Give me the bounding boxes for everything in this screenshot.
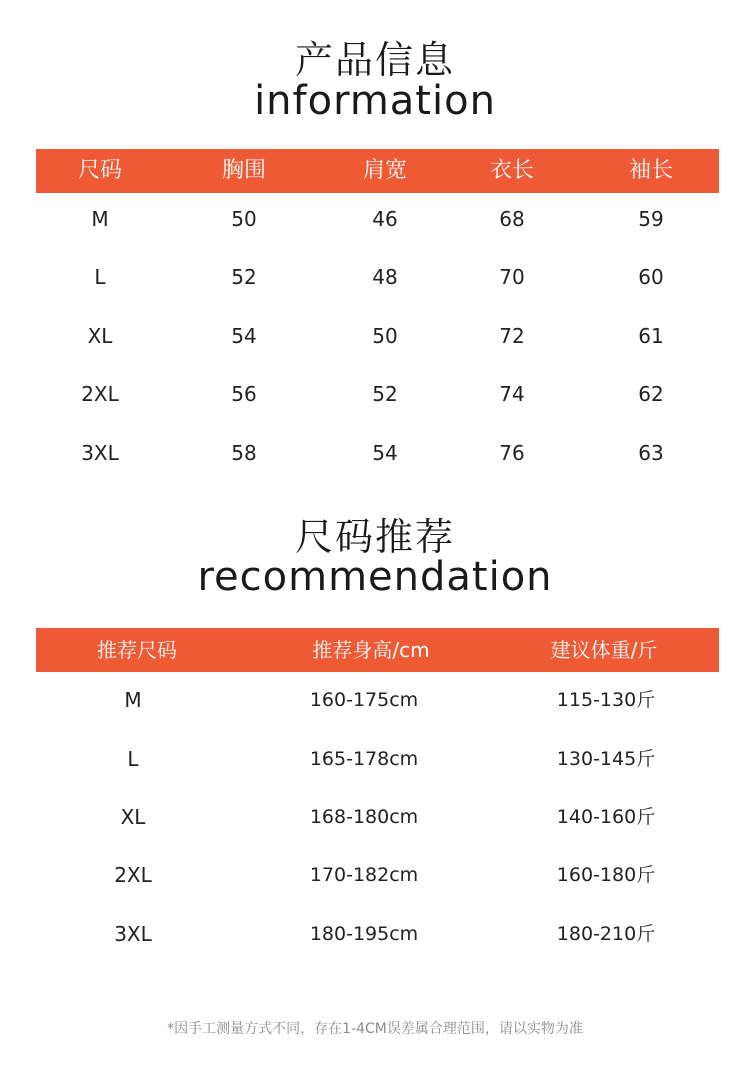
cell-sleeve: 62 <box>638 382 664 406</box>
cell-sleeve: 59 <box>638 207 664 231</box>
cell-sleeve: 60 <box>638 265 664 289</box>
cell-weight: 115-130斤 <box>556 689 656 711</box>
header-suggested-weight: 建议体重/斤 <box>550 638 658 662</box>
cell-height: 160-175cm <box>309 689 419 711</box>
product-info-table-header <box>36 149 719 193</box>
recommendation-title-en: recommendation <box>197 554 553 600</box>
recommendation-table-header <box>36 628 719 672</box>
cell-weight: 130-145斤 <box>556 748 656 770</box>
table-row <box>0 199 750 239</box>
recommendation-title-cn: 尺码推荐 <box>294 515 455 559</box>
cell-size: 2XL <box>81 382 119 406</box>
cell-height: 180-195cm <box>309 923 419 945</box>
cell-weight: 160-180斤 <box>556 864 656 886</box>
cell-size: M <box>124 688 142 712</box>
cell-size: 2XL <box>114 863 152 887</box>
table-row <box>0 316 750 356</box>
cell-height: 165-178cm <box>309 748 419 770</box>
header-size: 尺码 <box>77 158 123 183</box>
cell-length: 74 <box>499 382 525 406</box>
cell-length: 68 <box>499 207 525 231</box>
cell-weight: 140-160斤 <box>556 806 656 828</box>
table-row <box>0 433 750 473</box>
cell-height: 168-180cm <box>309 806 419 828</box>
table-row <box>0 797 750 837</box>
table-row <box>0 680 750 720</box>
table-row <box>0 374 750 414</box>
cell-shoulder: 52 <box>372 382 398 406</box>
header-shoulder: 肩宽 <box>362 158 408 183</box>
cell-size: XL <box>87 324 113 348</box>
product-info-title-en: information <box>254 78 496 124</box>
cell-chest: 50 <box>231 207 257 231</box>
header-chest: 胸围 <box>221 158 267 183</box>
cell-sleeve: 63 <box>638 441 664 465</box>
cell-weight: 180-210斤 <box>556 923 656 945</box>
cell-sleeve: 61 <box>638 324 664 348</box>
cell-size: 3XL <box>114 922 152 946</box>
cell-shoulder: 48 <box>372 265 398 289</box>
table-row <box>0 855 750 895</box>
measurement-footnote: *因手工测量方式不同，存在1-4CM误差属合理范围，请以实物为准 <box>167 1021 583 1037</box>
cell-size: L <box>127 747 139 771</box>
cell-chest: 54 <box>231 324 257 348</box>
cell-shoulder: 46 <box>372 207 398 231</box>
cell-chest: 58 <box>231 441 257 465</box>
cell-height: 170-182cm <box>309 864 419 886</box>
header-sleeve: 袖长 <box>628 158 674 183</box>
cell-length: 72 <box>499 324 525 348</box>
cell-chest: 56 <box>231 382 257 406</box>
header-recommended-size: 推荐尺码 <box>97 638 177 662</box>
table-row <box>0 739 750 779</box>
cell-size: M <box>91 207 109 231</box>
cell-shoulder: 50 <box>372 324 398 348</box>
header-length: 衣长 <box>489 158 535 183</box>
cell-size: L <box>94 265 106 289</box>
product-info-title-cn: 产品信息 <box>294 38 455 82</box>
cell-chest: 52 <box>231 265 257 289</box>
table-row <box>0 914 750 954</box>
cell-length: 76 <box>499 441 525 465</box>
header-recommended-height: 推荐身高/cm <box>312 638 430 662</box>
cell-length: 70 <box>499 265 525 289</box>
table-row <box>0 257 750 297</box>
cell-size: XL <box>120 805 146 829</box>
cell-size: 3XL <box>81 441 119 465</box>
cell-shoulder: 54 <box>372 441 398 465</box>
